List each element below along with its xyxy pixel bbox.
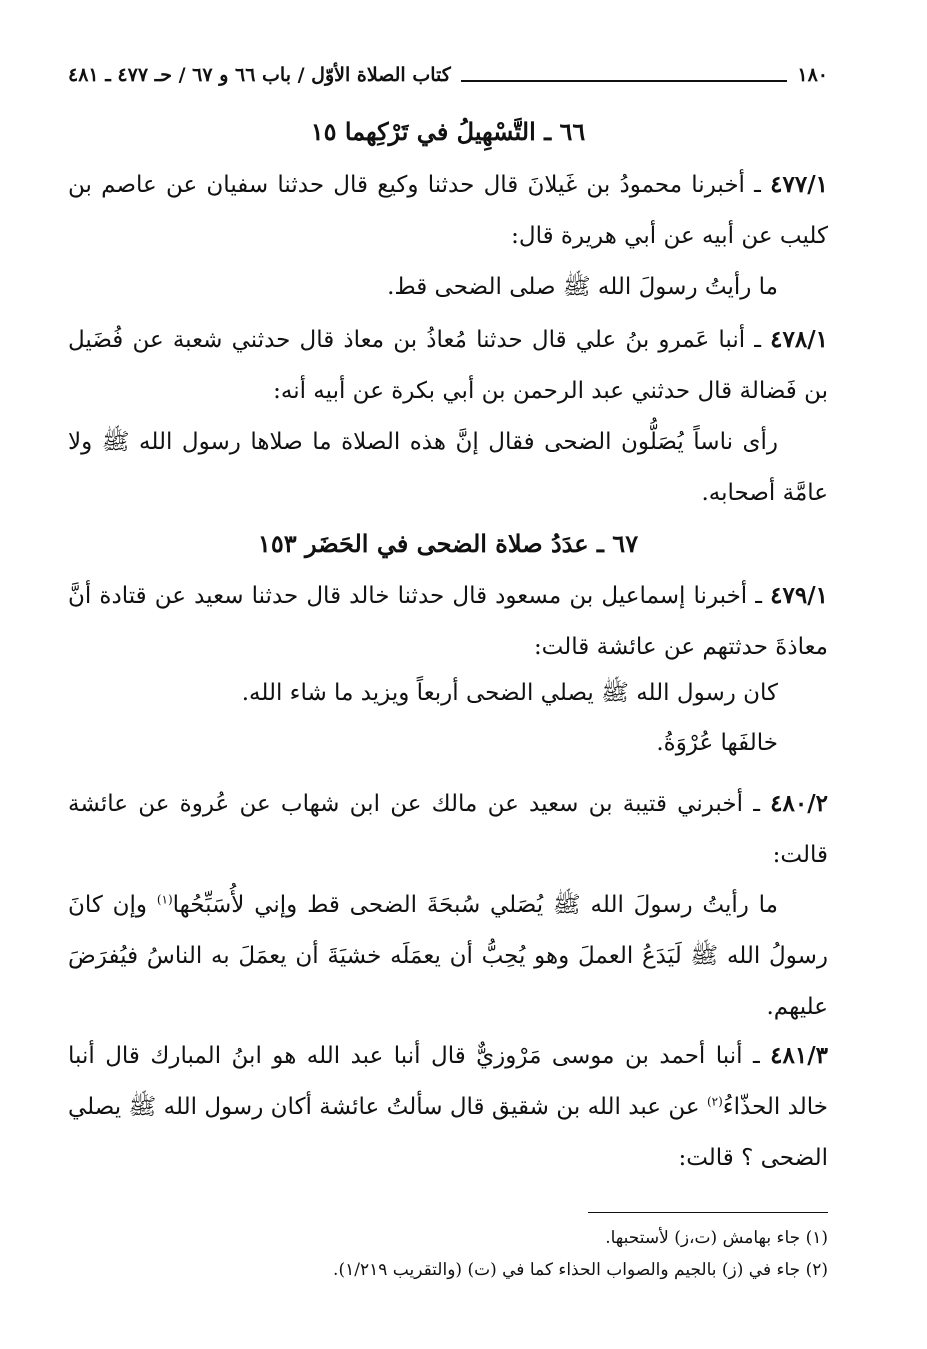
hadith-number: ٤٧٧/١ (770, 171, 828, 198)
hadith-477-matn: ما رأيتُ رسولَ الله ﷺ صلى الضحى قط. (387, 274, 778, 300)
footnote-ref-2[interactable]: (٢) (706, 1094, 723, 1109)
hadith-number: ٤٧٨/١ (770, 326, 828, 353)
hadith-isnad-text: ـ أنبا أحمد بن موسى مَرْوزيٌّ قال أنبا عبد الله هو ابنُ المبارك قال أنبا خالد الحذّاءُ (68, 1043, 828, 1120)
hadith-480-matn (68, 880, 828, 1033)
footnote-1: (١) جاء بهامش (ت،ز) لأستحبها. (605, 1228, 828, 1248)
hadith-isnad-cont: عن عبد الله بن شقيق قال سألتُ عائشة أكان رسول الله ﷺ يصلي الضحى ؟ قالت: (68, 1094, 828, 1171)
hadith-479-isnad (68, 570, 828, 673)
header-rule (461, 80, 788, 82)
hadith-isnad-text: ـ أخبرني قتيبة بن سعيد عن مالك عن ابن شهاب عن عُروة عن عائشة قالت: (68, 791, 828, 868)
hadith-480-isnad (68, 778, 828, 881)
document-page (68, 58, 828, 1298)
hadith-isnad-text: ـ أخبرنا إسماعيل بن مسعود قال حدثنا خالد قال حدثنا سعيد عن قتادة أنَّ معاذةَ حدثتهم عن عائشة قالت: (68, 583, 828, 660)
running-header (68, 58, 828, 92)
hadith-478-isnad (68, 314, 828, 417)
hadith-481-isnad (68, 1030, 828, 1184)
hadith-isnad-text: ـ أخبرنا محمودُ بن غَيلانَ قال حدثنا وكيع قال حدثنا سفيان عن عاصم بن كليب عن أبيه عن أبي هريرة قال: (68, 172, 828, 249)
footnote-2: (٢) جاء في (ز) بالجيم والصواب الحذاء كما في (ت) (والتقريب ١/٢١٩). (333, 1260, 828, 1280)
hadith-479-note: خالفَها عُرْوَةُ. (656, 730, 778, 756)
hadith-477-isnad (68, 159, 828, 262)
matn-text-cont: وإن كانَ رسولُ الله ﷺ لَيَدَعُ العملَ وهو يُحِبُّ أن يعمَلَه خشيَةَ أن يعمَلَ به الناسُ فيُفرَضَ عليهم. (68, 892, 828, 1020)
page-number: ١٨٠ (797, 64, 828, 86)
hadith-isnad-text: ـ أنبا عَمرو بنُ علي قال حدثنا مُعاذُ بن معاذ قال حدثني شعبة عن فُضَيل بن فَضالة قال حدثني عبد الرحمن بن أبي بكرة عن أبيه أنه: (68, 327, 828, 404)
hadith-479-matn: كان رسول الله ﷺ يصلي الضحى أربعاً ويزيد ما شاء الله. (241, 680, 778, 706)
running-header-title: كتاب الصلاة الأوّل / باب ٦٦ و ٦٧ / حـ ٤٧٧ ـ ٤٨١ (68, 64, 451, 86)
chapter-heading-66: ٦٦ ـ التَّسْهِيلُ في تَرْكِهما ١٥ (310, 117, 586, 146)
hadith-number: ٤٨١/٣ (770, 1042, 828, 1069)
chapter-heading-67: ٦٧ ـ عدَدُ صلاة الضحى في الحَضَر ١٥٣ (257, 529, 639, 558)
matn-text: ما رأيتُ رسولَ الله ﷺ يُصَلي سُبحَةَ الضحى قط وإني لأُسَبِّحُها (172, 892, 778, 918)
footnote-ref-1[interactable]: (١) (156, 892, 173, 907)
hadith-number: ٤٨٠/٢ (770, 790, 828, 817)
hadith-478-matn: رأى ناساً يُصَلُّون الضحى فقال إنَّ هذه الصلاة ما صلاها رسول الله ﷺ ولا عامَّة أصحابه. (68, 429, 828, 506)
hadith-number: ٤٧٩/١ (770, 582, 828, 609)
footnote-separator (588, 1212, 828, 1213)
